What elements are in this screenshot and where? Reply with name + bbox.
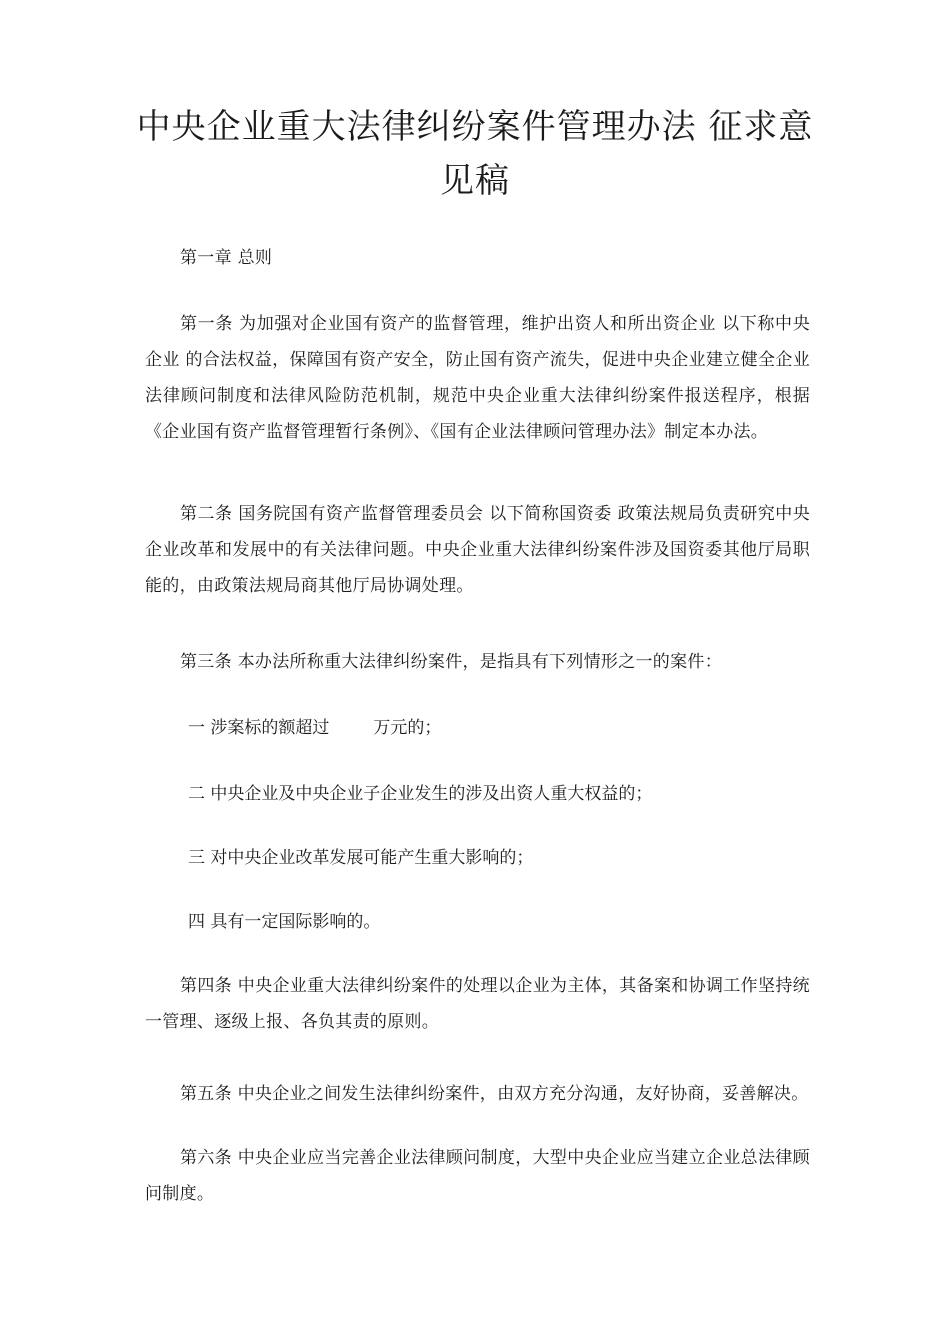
article-4: 第四条 中央企业重大法律纠纷案件的处理以企业为主体，其备案和协调工作坚持统一管理、逐级上报、各负其责的原则。	[145, 976, 810, 1032]
list-item-3: 三 对中央企业改革发展可能产生重大影响的；	[188, 848, 534, 868]
list-item-4: 四 具有一定国际影响的。	[188, 912, 381, 932]
article-3: 第三条 本办法所称重大法律纠纷案件，是指具有下列情形之一的案件：	[180, 652, 723, 672]
article-5: 第五条 中央企业之间发生法律纠纷案件，由双方充分沟通，友好协商，妥善解决。	[180, 1084, 809, 1104]
article-6: 第六条 中央企业应当完善企业法律顾问制度，大型中央企业应当建立企业总法律顾问制度。	[145, 1148, 810, 1204]
list-item-1	[188, 710, 441, 746]
list-item-1-text-before: 一 涉案标的额超过	[188, 718, 330, 738]
list-item-1-text-after: 万元的；	[373, 718, 442, 738]
document-title: 中央企业重大法律纠纷案件管理办法 征求意见稿	[136, 107, 814, 201]
article-1: 第一条 为加强对企业国有资产的监督管理，维护出资人和所出资企业 以下称中央企业 的合法权益，保障国有资产安全，防止国有资产流失，促进中央企业建立健全企业法律顾问制度和法律风险防范机制，规范中央企业重大法律纠纷案件报送程序，根据《企业国有资产监督管理暂行条例》、《国有企业法律顾问管理办法》制定本办法。	[145, 314, 810, 442]
list-item-2: 二 中央企业及中央企业子企业发生的涉及出资人重大权益的；	[188, 784, 653, 804]
article-2: 第二条 国务院国有资产监督管理委员会 以下简称国资委 政策法规局负责研究中央企业改革和发展中的有关法律问题。中央企业重大法律纠纷案件涉及国资委其他厅局职能的，由政策法规局商其他厅局协调处理。	[145, 504, 810, 596]
chapter-heading: 第一章 总则	[180, 248, 273, 268]
